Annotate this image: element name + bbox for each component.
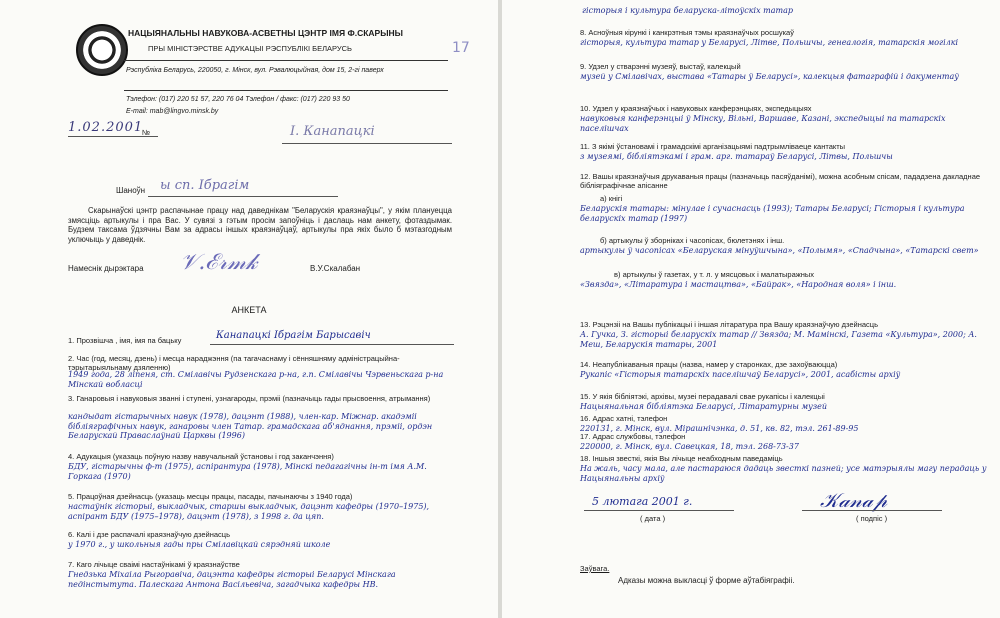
note-text: Адказы можна выкласці ў форме аўтабіяграфіі. xyxy=(618,576,795,585)
q3-answer: кандыдат гістарычных навук (1978), дацэнт (1988), член-кар. Міжнар. акадэміі бібліяграфічных навук, ганаровы член Татар. грамадскага аб'яднання, прэміі, ордэн Беларускай Праваслаўнай Царквы (1996) xyxy=(68,412,433,441)
registration-number: 1.02.2001 xyxy=(68,120,144,135)
q10-answer: навуковыя канферэнцыі ў Мінску, Вільні, Варшаве, Казані, экспедыцыі па татарскіх паселішчах xyxy=(580,114,946,133)
q14-label: 14. Неапублікаваныя працы (назва, намер у старонках, дзе захоўваюцца) xyxy=(580,360,838,369)
q12-label: 12. Вашы краязнаўчыя друкаваныя працы (пазначыць пасяўданімі), можна асобным спісам, пададзена дакладнае бібліяграфічнае апісанне xyxy=(580,172,981,191)
q11-label: 11. З якімі ўстановамі і грамадскімі арганізацыямі падтрымліваеце кантакты xyxy=(580,142,846,151)
greeting-name: ы сп. Ібрагім xyxy=(160,178,250,193)
q16-answer: 220131, г. Мінск, вул. Мірашнічэнка, д. 51, кв. 82, тэл. 261-89-95 xyxy=(580,424,859,433)
q12b-label: б) артыкулы ў зборніках і часопісах, бюлетэнях і інш. xyxy=(600,236,785,245)
header-rule xyxy=(124,60,448,61)
greeting-label: Шаноўн xyxy=(116,186,146,195)
q5-label: 5. Працоўная дзейнасць (указаць месцы працы, пасады, пачынаючы з 1940 года) xyxy=(68,492,353,501)
q15-label: 15. У якія бібліятэкі, архівы, музеі перадавалі свае рукапісы і калекцыі xyxy=(580,392,825,401)
q12b-answer: артыкулы ў часопісах «Беларуская мінуўшчына», «Полымя», «Спадчына», «Татарскі свет» xyxy=(580,246,979,255)
q13-label: 13. Рэцэнзіі на Вашы публікацыі і іншая літаратура пра Вашу краязнаўчую дзейнасць xyxy=(580,320,878,329)
greeting-line xyxy=(148,196,338,197)
org-phone: Тэлефон: (017) 220 51 57, 220 76 04 Тэлефон / факс: (017) 220 93 50 xyxy=(126,96,350,103)
q7-answer: Гнедзька Міхаіла Рыгоравіча, дацэнта кафедры гісторыі Беларусі Мінскага педінстытута. Палескага Антона Васільевіча, загадчыка кафедры НВ. xyxy=(68,570,396,589)
q12c-answer: «Звязда», «Літаратура і мастацтва», «Байрак», «Народная воля» і інш. xyxy=(580,280,897,289)
q17-answer: 220000, г. Мінск, вул. Савецкая, 18, тэл. 268-73-37 xyxy=(580,442,799,451)
deputy-label: Намеснік дырэктара xyxy=(68,264,144,273)
left-page xyxy=(0,0,498,618)
registration-label: № xyxy=(142,128,151,137)
date-value: 5 лютага 2001 г. xyxy=(592,495,693,508)
q10-label: 10. Удзел у краязнаўчых і навуковых канферэнцыях, экспедыцыях xyxy=(580,104,812,113)
org-subtitle: ПРЫ МІНІСТЭРСТВЕ АДУКАЦЫІ РЭСПУБЛІКІ БЕЛАРУСЬ xyxy=(148,44,352,53)
q15-answer: Нацыянальная бібліятэка Беларусі, Літаратурны музей xyxy=(580,402,827,411)
q16-label: 16. Адрас хатні, тэлефон xyxy=(580,414,668,423)
org-title: НАЦЫЯНАЛЬНЫ НАВУКОВА-АСВЕТНЫ ЦЭНТР ІМЯ Ф.СКАРЫНЫ xyxy=(128,28,404,38)
q12a-label: а) кнігі xyxy=(600,194,623,203)
header-rule-2 xyxy=(124,90,448,91)
q1-line xyxy=(210,344,454,345)
q5-answer: настаўнік гісторыі, выкладчык, старшы выкладчык, дацэнт кафедры (1970–1975), аспірант БДУ (1975–1978), дацэнт (1978), з 1998 г. да цяп. xyxy=(68,502,430,521)
q2-answer: 1949 года, 28 ліпеня, ст. Смілавічы Рудзенскага р-на, г.п. Смілавічы Чэрвеньскага р-на Мінскай вобласці xyxy=(68,370,444,389)
q4-label: 4. Адукацыя (указаць поўную назву навучальнай ўстановы і год заканчэння) xyxy=(68,452,334,461)
date-label: ( дата ) xyxy=(640,514,666,523)
q7-continuation: гісторыя і культура беларуска-літоўскіх татар xyxy=(582,6,793,15)
q18-answer: На жаль, часу мала, але пастараюся дадаць звесткі пазней; усе матэрыялы магу перадаць у Нацыянальны архіў xyxy=(580,464,987,483)
date-line xyxy=(584,510,734,511)
org-address: Рэспубліка Беларусь, 220050, г. Мінск, вул. Рэвалюцыйная, дом 15, 2-гі паверх xyxy=(126,67,384,74)
q17-label: 17. Адрас службовы, тэлефон xyxy=(580,432,686,441)
signature-label: ( подпіс ) xyxy=(856,514,888,523)
registration-line xyxy=(68,136,158,137)
q18-label: 18. Іншыя звесткі, якія Вы лічыце неабходным паведаміць xyxy=(580,454,783,463)
q6-answer: у 1970 г., у школьныя гады пры Смілавіцкай сярэдняй школе xyxy=(68,540,331,549)
q14-answer: Рукапіс «Гісторыя татарскіх паселішчаў Беларусі», 2001, асабісты архіў xyxy=(580,370,901,379)
form-title: АНКЕТА xyxy=(231,305,267,315)
q8-answer: гісторыя, культура татар у Беларусі, Літве, Польшчы, генеалогія, татарскія могілкі xyxy=(580,38,959,47)
deputy-signature-icon: 𝒱.ℰ𝓇𝓂𝓀 xyxy=(180,250,258,275)
signature-line xyxy=(802,510,942,511)
org-email: E-mail: mab@lingvo.minsk.by xyxy=(126,108,219,115)
note-label: Заўвага. xyxy=(580,564,610,573)
q1-label: 1. Прозвішча , імя, імя па бацьку xyxy=(68,336,182,345)
letter-body: Скарынаўскі цэнтр распачынае працу над даведнікам "Беларускія краязнаўцы", у якім плануецца змясціць артыкулы і пра Вас. У сувязі з гэтым просім запоўніць і даслаць нам анкету, фотаздымак. Будзем таксама ўдзячны Вам за адрасы іншых краязнаўцаў, артыкулы пра якіх было б мэтазгодным уключыць у даведнік. xyxy=(68,206,452,245)
q3-label: 3. Ганаровыя і навуковыя званні і ступені, узнагароды, прэміі (пазначыць гады прысвоення, атрымання) xyxy=(68,394,431,403)
q11-answer: з музеямі, бібліятэкамі і грам. арг. татараў Беларусі, Літвы, Польшчы xyxy=(580,152,893,161)
q7-label: 7. Каго лічыце сваімі настаўнікамі ў краязнаўстве xyxy=(68,560,240,569)
right-page xyxy=(502,0,1000,618)
q8-label: 8. Асноўныя кірункі і канкрэтныя тэмы краязнаўчых росшукаў xyxy=(580,28,794,37)
recipient-line xyxy=(282,143,452,144)
corner-page-number: 17 xyxy=(452,40,470,56)
deputy-name: В.У.Скалабан xyxy=(310,264,361,273)
q9-label: 9. Удзел у стварэнні музеяў, выстаў, калекцый xyxy=(580,62,741,71)
recipient-name: І. Канапацкі xyxy=(290,124,375,139)
q4-answer: БДУ, гістарычны ф-т (1975), аспірантура (1978), Мінскі педагагічны ін-т імя А.М. Горкага (1970) xyxy=(68,462,427,481)
q2-label: 2. Час (год, месяц, дзень) і месца нараджэння (па тагачаснаму і сённяшняму адміністрацыйна-тэрытарыяльнаму дзяленню) xyxy=(68,354,400,373)
q6-label: 6. Калі і дзе распачалі краязнаўчую дзейнасць xyxy=(68,530,231,539)
q12a-answer: Беларускія татары: мінулае і сучаснасць (1993); Татары Беларусі; Гісторыя і культура беларускіх татар (1997) xyxy=(580,204,965,223)
q1-answer: Канапацкі Ібрагім Барысавіч xyxy=(216,330,371,341)
q9-answer: музей у Смілавічах, выстава «Татары ў Беларусі», калекцыя фатаграфій і дакументаў xyxy=(580,72,959,81)
applicant-signature-icon: 𝒦𝒶𝓃𝒶𝓅 xyxy=(820,488,888,512)
q12c-label: в) артыкулы ў газетах, у т. л. у мясцовых і малатыражных xyxy=(614,270,815,279)
skaryna-emblem-icon xyxy=(76,24,128,76)
q13-answer: А. Гучка, З. гісторыі беларускіх татар // Звязда; М. Мамінскі, Газета «Культура», 2000; А. Меш, Беларускія татары, 2001 xyxy=(580,330,977,349)
